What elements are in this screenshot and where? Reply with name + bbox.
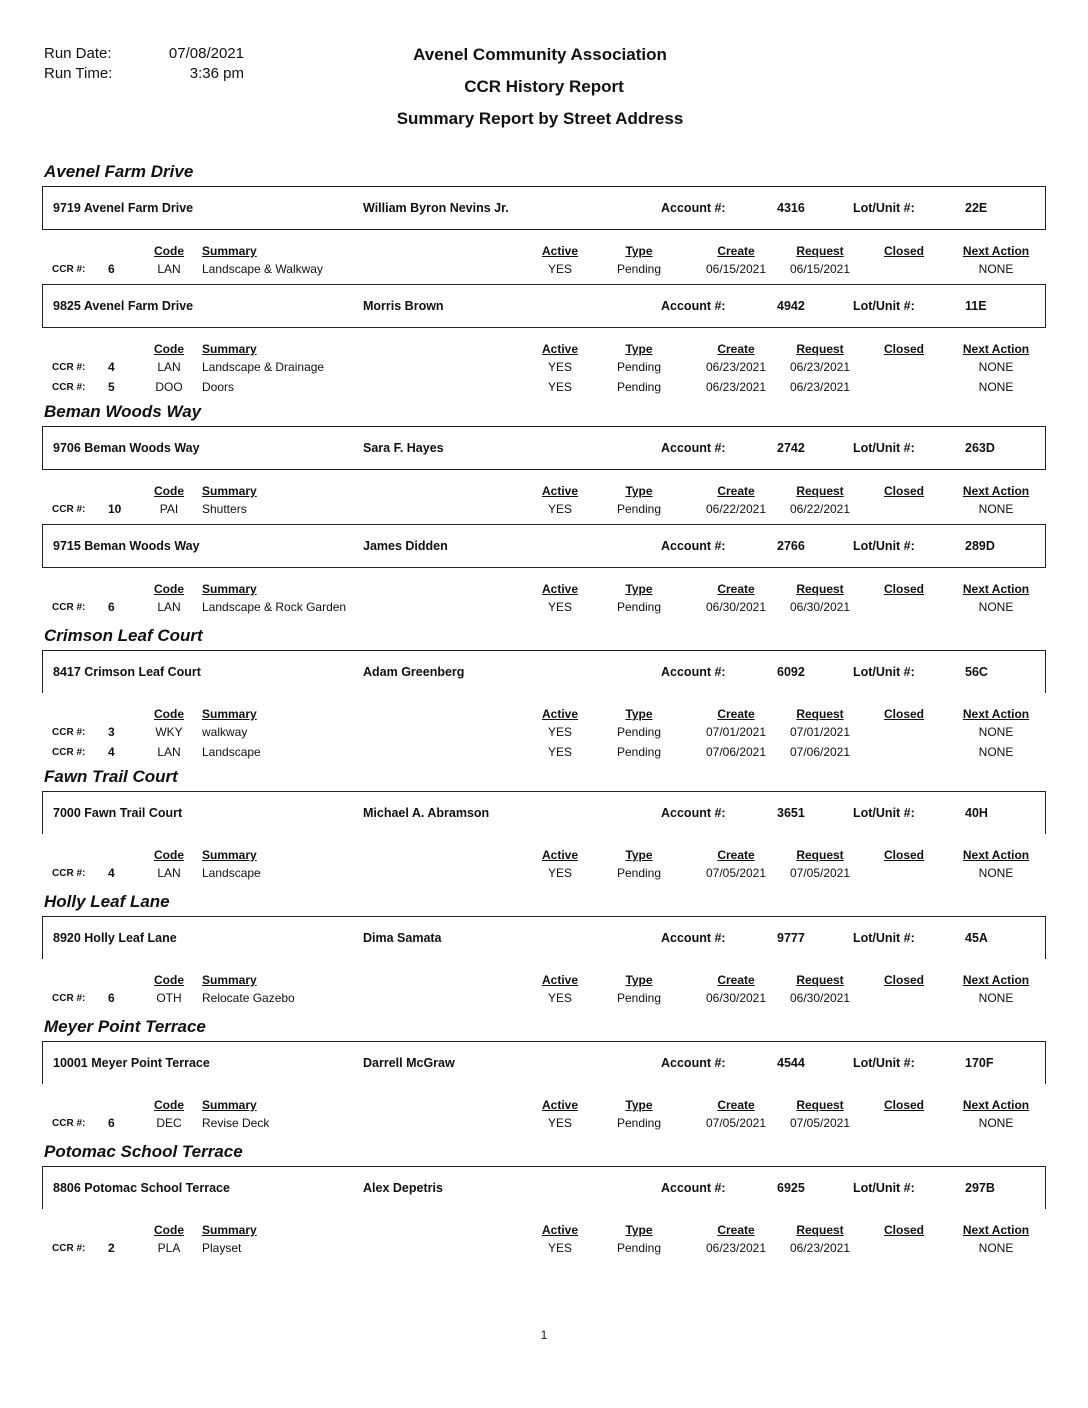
ccr-code: LAN bbox=[157, 745, 181, 759]
col-request-header: Request bbox=[796, 342, 844, 356]
col-closed-header: Closed bbox=[884, 1223, 925, 1237]
run-time-label: Run Time: bbox=[44, 65, 113, 82]
property-address: 9719 Avenel Farm Drive bbox=[53, 201, 194, 215]
ccr-row bbox=[42, 598, 1046, 618]
ccr-summary: Doors bbox=[202, 380, 235, 394]
lot-unit: 56C bbox=[965, 665, 988, 679]
ccr-next-action: NONE bbox=[978, 1241, 1014, 1255]
ccr-active: YES bbox=[547, 380, 572, 394]
account-number: 2742 bbox=[777, 441, 805, 455]
ccr-header-row bbox=[42, 969, 1046, 989]
run-date-label: Run Date: bbox=[44, 45, 112, 62]
account-number: 4316 bbox=[777, 201, 805, 215]
ccr-next-action: NONE bbox=[978, 745, 1014, 759]
ccr-summary: Playset bbox=[202, 1241, 242, 1255]
report-title: CCR History Report bbox=[464, 77, 624, 96]
col-type-header: Type bbox=[625, 848, 653, 862]
ccr-block bbox=[42, 959, 1046, 1013]
street-heading: Holly Leaf Lane bbox=[44, 892, 170, 911]
col-code-header: Code bbox=[154, 973, 184, 987]
report-titles bbox=[0, 44, 1088, 140]
ccr-create-date: 07/05/2021 bbox=[705, 1116, 767, 1130]
col-create-header: Create bbox=[717, 848, 755, 862]
report-body bbox=[42, 158, 1046, 1263]
lot-label: Lot/Unit #: bbox=[853, 665, 915, 679]
account-number: 6092 bbox=[777, 665, 805, 679]
col-code-header: Code bbox=[154, 1223, 184, 1237]
account-label: Account #: bbox=[661, 1181, 726, 1195]
street-heading: Potomac School Terrace bbox=[44, 1142, 243, 1161]
ccr-request-date: 06/30/2021 bbox=[789, 991, 851, 1005]
ccr-label: CCR #: bbox=[52, 1118, 86, 1129]
col-active-header: Active bbox=[541, 848, 579, 862]
col-next-action-header: Next Action bbox=[962, 484, 1030, 498]
ccr-label: CCR #: bbox=[52, 264, 86, 275]
col-summary-header: Summary bbox=[202, 1223, 257, 1237]
ccr-next-action: NONE bbox=[978, 262, 1014, 276]
account-label: Account #: bbox=[661, 201, 726, 215]
col-type-header: Type bbox=[625, 244, 653, 258]
ccr-type: Pending bbox=[616, 1116, 662, 1130]
col-code-header: Code bbox=[154, 848, 184, 862]
col-create-header: Create bbox=[717, 1223, 755, 1237]
property-box bbox=[42, 791, 1046, 834]
ccr-summary: Revise Deck bbox=[202, 1116, 270, 1130]
ccr-active: YES bbox=[547, 502, 572, 516]
ccr-row bbox=[42, 500, 1046, 520]
col-request-header: Request bbox=[796, 1098, 844, 1112]
col-code-header: Code bbox=[154, 582, 184, 596]
ccr-next-action: NONE bbox=[978, 991, 1014, 1005]
account-number: 3651 bbox=[777, 806, 805, 820]
ccr-active: YES bbox=[547, 1116, 572, 1130]
col-summary-header: Summary bbox=[202, 342, 257, 356]
property-box bbox=[42, 1041, 1046, 1084]
ccr-create-date: 06/30/2021 bbox=[705, 600, 767, 614]
ccr-create-date: 07/01/2021 bbox=[705, 725, 767, 739]
col-type-header: Type bbox=[625, 707, 653, 721]
account-number: 4544 bbox=[777, 1056, 805, 1070]
owner-name: William Byron Nevins Jr. bbox=[363, 201, 509, 215]
col-closed-header: Closed bbox=[884, 582, 925, 596]
ccr-request-date: 06/22/2021 bbox=[789, 502, 851, 516]
property-address: 9825 Avenel Farm Drive bbox=[53, 299, 194, 313]
account-label: Account #: bbox=[661, 806, 726, 820]
lot-unit: 40H bbox=[965, 806, 988, 820]
col-next-action-header: Next Action bbox=[962, 582, 1030, 596]
ccr-label: CCR #: bbox=[52, 602, 86, 613]
account-label: Account #: bbox=[661, 539, 726, 553]
ccr-row bbox=[42, 1239, 1046, 1259]
ccr-label: CCR #: bbox=[52, 727, 86, 738]
property-address: 8806 Potomac School Terrace bbox=[53, 1181, 230, 1195]
ccr-type: Pending bbox=[616, 502, 662, 516]
col-request-header: Request bbox=[796, 484, 844, 498]
ccr-row bbox=[42, 358, 1046, 378]
col-active-header: Active bbox=[541, 484, 579, 498]
ccr-block bbox=[42, 328, 1046, 398]
property-box bbox=[42, 1166, 1046, 1209]
ccr-summary: Landscape bbox=[202, 866, 261, 880]
ccr-type: Pending bbox=[616, 262, 662, 276]
property-address: 8920 Holly Leaf Lane bbox=[53, 931, 177, 945]
ccr-active: YES bbox=[547, 262, 572, 276]
col-request-header: Request bbox=[796, 244, 844, 258]
ccr-create-date: 06/30/2021 bbox=[705, 991, 767, 1005]
ccr-request-date: 06/23/2021 bbox=[789, 360, 851, 374]
ccr-block bbox=[42, 693, 1046, 763]
col-active-header: Active bbox=[541, 1223, 579, 1237]
col-closed-header: Closed bbox=[884, 1098, 925, 1112]
lot-unit: 22E bbox=[965, 201, 988, 215]
ccr-type: Pending bbox=[616, 380, 662, 394]
ccr-active: YES bbox=[547, 360, 572, 374]
col-active-header: Active bbox=[541, 973, 579, 987]
ccr-label: CCR #: bbox=[52, 382, 86, 393]
property-address: 9706 Beman Woods Way bbox=[53, 441, 200, 455]
property-box bbox=[42, 650, 1046, 693]
col-request-header: Request bbox=[796, 707, 844, 721]
owner-name: Alex Depetris bbox=[363, 1181, 443, 1195]
col-summary-header: Summary bbox=[202, 582, 257, 596]
ccr-request-date: 06/23/2021 bbox=[789, 1241, 851, 1255]
ccr-number: 6 bbox=[108, 600, 115, 614]
ccr-type: Pending bbox=[616, 1241, 662, 1255]
lot-unit: 289D bbox=[965, 539, 995, 553]
ccr-request-date: 06/30/2021 bbox=[789, 600, 851, 614]
ccr-block bbox=[42, 1209, 1046, 1263]
col-closed-header: Closed bbox=[884, 707, 925, 721]
ccr-label: CCR #: bbox=[52, 868, 86, 879]
col-summary-header: Summary bbox=[202, 848, 257, 862]
col-active-header: Active bbox=[541, 1098, 579, 1112]
ccr-block bbox=[42, 834, 1046, 888]
col-active-header: Active bbox=[541, 707, 579, 721]
ccr-number: 5 bbox=[108, 380, 115, 394]
col-create-header: Create bbox=[717, 973, 755, 987]
street-heading: Fawn Trail Court bbox=[44, 767, 178, 786]
ccr-active: YES bbox=[547, 600, 572, 614]
col-active-header: Active bbox=[541, 244, 579, 258]
ccr-number: 6 bbox=[108, 262, 115, 276]
col-create-header: Create bbox=[717, 582, 755, 596]
organization-name: Avenel Community Association bbox=[413, 45, 667, 64]
ccr-header-row bbox=[42, 240, 1046, 260]
col-next-action-header: Next Action bbox=[962, 848, 1030, 862]
col-type-header: Type bbox=[625, 484, 653, 498]
ccr-number: 4 bbox=[108, 745, 115, 759]
ccr-block bbox=[42, 568, 1046, 622]
street-heading: Meyer Point Terrace bbox=[44, 1017, 206, 1036]
ccr-next-action: NONE bbox=[978, 866, 1014, 880]
ccr-create-date: 06/15/2021 bbox=[705, 262, 767, 276]
lot-unit: 45A bbox=[965, 931, 988, 945]
ccr-type: Pending bbox=[616, 866, 662, 880]
ccr-row bbox=[42, 723, 1046, 743]
col-active-header: Active bbox=[541, 342, 579, 356]
col-create-header: Create bbox=[717, 342, 755, 356]
col-request-header: Request bbox=[796, 582, 844, 596]
col-summary-header: Summary bbox=[202, 973, 257, 987]
lot-label: Lot/Unit #: bbox=[853, 931, 915, 945]
ccr-summary: Relocate Gazebo bbox=[202, 991, 295, 1005]
col-create-header: Create bbox=[717, 707, 755, 721]
col-next-action-header: Next Action bbox=[962, 244, 1030, 258]
ccr-header-row bbox=[42, 1094, 1046, 1114]
account-label: Account #: bbox=[661, 1056, 726, 1070]
col-closed-header: Closed bbox=[884, 244, 925, 258]
col-next-action-header: Next Action bbox=[962, 973, 1030, 987]
ccr-active: YES bbox=[547, 1241, 572, 1255]
ccr-row bbox=[42, 260, 1046, 280]
col-closed-header: Closed bbox=[884, 484, 925, 498]
col-closed-header: Closed bbox=[884, 973, 925, 987]
ccr-request-date: 07/06/2021 bbox=[789, 745, 851, 759]
ccr-code: DEC bbox=[156, 1116, 182, 1130]
account-label: Account #: bbox=[661, 299, 726, 313]
ccr-label: CCR #: bbox=[52, 1243, 86, 1254]
ccr-request-date: 07/05/2021 bbox=[789, 866, 851, 880]
lot-unit: 11E bbox=[965, 299, 987, 313]
ccr-code: PAI bbox=[159, 502, 179, 516]
col-summary-header: Summary bbox=[202, 244, 257, 258]
ccr-create-date: 07/06/2021 bbox=[705, 745, 767, 759]
ccr-code: LAN bbox=[157, 262, 181, 276]
ccr-code: DOO bbox=[155, 380, 183, 394]
property-address: 8417 Crimson Leaf Court bbox=[53, 665, 201, 679]
ccr-request-date: 06/23/2021 bbox=[789, 380, 851, 394]
ccr-block bbox=[42, 1084, 1046, 1138]
ccr-active: YES bbox=[547, 725, 572, 739]
property-box bbox=[42, 916, 1046, 959]
ccr-next-action: NONE bbox=[978, 380, 1014, 394]
lot-label: Lot/Unit #: bbox=[853, 201, 915, 215]
ccr-summary: Shutters bbox=[202, 502, 247, 516]
ccr-type: Pending bbox=[616, 991, 662, 1005]
ccr-header-row bbox=[42, 703, 1046, 723]
ccr-next-action: NONE bbox=[978, 360, 1014, 374]
property-address: 10001 Meyer Point Terrace bbox=[53, 1056, 210, 1070]
col-closed-header: Closed bbox=[884, 342, 925, 356]
ccr-type: Pending bbox=[616, 600, 662, 614]
ccr-row bbox=[42, 864, 1046, 884]
ccr-create-date: 07/05/2021 bbox=[705, 866, 767, 880]
run-date: 07/08/2021 bbox=[168, 45, 244, 62]
col-active-header: Active bbox=[541, 582, 579, 596]
col-next-action-header: Next Action bbox=[962, 342, 1030, 356]
run-time: 3:36 pm bbox=[189, 65, 244, 82]
col-create-header: Create bbox=[717, 484, 755, 498]
owner-name: James Didden bbox=[363, 539, 448, 553]
col-code-header: Code bbox=[154, 244, 184, 258]
ccr-summary: Landscape bbox=[202, 745, 261, 759]
account-number: 6925 bbox=[777, 1181, 805, 1195]
ccr-label: CCR #: bbox=[52, 362, 86, 373]
ccr-number: 4 bbox=[108, 360, 115, 374]
owner-name: Morris Brown bbox=[363, 299, 444, 313]
street-heading: Beman Woods Way bbox=[44, 402, 202, 421]
lot-label: Lot/Unit #: bbox=[853, 1056, 915, 1070]
ccr-row bbox=[42, 378, 1046, 398]
col-next-action-header: Next Action bbox=[962, 1223, 1030, 1237]
ccr-create-date: 06/23/2021 bbox=[705, 360, 767, 374]
account-number: 9777 bbox=[777, 931, 805, 945]
ccr-label: CCR #: bbox=[52, 993, 86, 1004]
col-code-header: Code bbox=[154, 484, 184, 498]
ccr-block bbox=[42, 230, 1046, 284]
ccr-code: OTH bbox=[156, 991, 182, 1005]
property-address: 9715 Beman Woods Way bbox=[53, 539, 200, 553]
col-summary-header: Summary bbox=[202, 484, 257, 498]
col-request-header: Request bbox=[796, 973, 844, 987]
account-number: 2766 bbox=[777, 539, 805, 553]
col-create-header: Create bbox=[717, 1098, 755, 1112]
ccr-number: 4 bbox=[108, 866, 115, 880]
lot-label: Lot/Unit #: bbox=[853, 1181, 915, 1195]
ccr-summary: Landscape & Walkway bbox=[202, 262, 323, 276]
ccr-active: YES bbox=[547, 745, 572, 759]
ccr-number: 3 bbox=[108, 725, 115, 739]
ccr-header-row bbox=[42, 1219, 1046, 1239]
col-summary-header: Summary bbox=[202, 1098, 257, 1112]
property-address: 7000 Fawn Trail Court bbox=[53, 806, 183, 820]
ccr-code: PLA bbox=[157, 1241, 181, 1255]
property-box bbox=[42, 186, 1046, 230]
property-box bbox=[42, 284, 1046, 328]
ccr-summary: walkway bbox=[202, 725, 248, 739]
ccr-next-action: NONE bbox=[978, 600, 1014, 614]
col-code-header: Code bbox=[154, 1098, 184, 1112]
col-type-header: Type bbox=[625, 973, 653, 987]
lot-label: Lot/Unit #: bbox=[853, 539, 915, 553]
col-type-header: Type bbox=[625, 582, 653, 596]
ccr-next-action: NONE bbox=[978, 502, 1014, 516]
col-next-action-header: Next Action bbox=[962, 707, 1030, 721]
ccr-row bbox=[42, 989, 1046, 1009]
ccr-header-row bbox=[42, 578, 1046, 598]
ccr-create-date: 06/23/2021 bbox=[705, 380, 767, 394]
ccr-row bbox=[42, 743, 1046, 763]
ccr-active: YES bbox=[547, 866, 572, 880]
ccr-type: Pending bbox=[616, 725, 662, 739]
ccr-number: 2 bbox=[108, 1241, 115, 1255]
col-type-header: Type bbox=[625, 1223, 653, 1237]
ccr-request-date: 07/01/2021 bbox=[789, 725, 851, 739]
ccr-code: LAN bbox=[157, 600, 181, 614]
ccr-number: 6 bbox=[108, 991, 115, 1005]
ccr-label: CCR #: bbox=[52, 747, 86, 758]
ccr-header-row bbox=[42, 338, 1046, 358]
ccr-type: Pending bbox=[616, 745, 662, 759]
ccr-create-date: 06/22/2021 bbox=[705, 502, 767, 516]
property-box bbox=[42, 426, 1046, 470]
ccr-summary: Landscape & Rock Garden bbox=[202, 600, 347, 614]
lot-unit: 263D bbox=[965, 441, 995, 455]
ccr-type: Pending bbox=[616, 360, 662, 374]
ccr-row bbox=[42, 1114, 1046, 1134]
account-label: Account #: bbox=[661, 441, 726, 455]
owner-name: Adam Greenberg bbox=[363, 665, 465, 679]
ccr-code: LAN bbox=[157, 866, 181, 880]
street-heading: Avenel Farm Drive bbox=[44, 162, 194, 181]
account-number: 4942 bbox=[777, 299, 805, 313]
owner-name: Dima Samata bbox=[363, 931, 442, 945]
ccr-header-row bbox=[42, 480, 1046, 500]
ccr-active: YES bbox=[547, 991, 572, 1005]
col-code-header: Code bbox=[154, 707, 184, 721]
page-number: 1 bbox=[540, 1328, 548, 1342]
ccr-code: LAN bbox=[157, 360, 181, 374]
col-type-header: Type bbox=[625, 342, 653, 356]
col-code-header: Code bbox=[154, 342, 184, 356]
col-request-header: Request bbox=[796, 1223, 844, 1237]
col-summary-header: Summary bbox=[202, 707, 257, 721]
owner-name: Sara F. Hayes bbox=[363, 441, 444, 455]
property-box bbox=[42, 524, 1046, 568]
lot-unit: 297B bbox=[965, 1181, 995, 1195]
col-closed-header: Closed bbox=[884, 848, 925, 862]
ccr-request-date: 06/15/2021 bbox=[789, 262, 851, 276]
ccr-create-date: 06/23/2021 bbox=[705, 1241, 767, 1255]
ccr-next-action: NONE bbox=[978, 1116, 1014, 1130]
ccr-code: WKY bbox=[155, 725, 183, 739]
col-next-action-header: Next Action bbox=[962, 1098, 1030, 1112]
lot-label: Lot/Unit #: bbox=[853, 299, 915, 313]
ccr-summary: Landscape & Drainage bbox=[202, 360, 325, 374]
col-request-header: Request bbox=[796, 848, 844, 862]
ccr-block bbox=[42, 470, 1046, 524]
ccr-header-row bbox=[42, 844, 1046, 864]
report-subtitle: Summary Report by Street Address bbox=[396, 109, 684, 128]
street-heading: Crimson Leaf Court bbox=[44, 626, 203, 645]
col-create-header: Create bbox=[717, 244, 755, 258]
ccr-next-action: NONE bbox=[978, 725, 1014, 739]
ccr-label: CCR #: bbox=[52, 504, 86, 515]
lot-unit: 170F bbox=[965, 1056, 994, 1070]
col-type-header: Type bbox=[625, 1098, 653, 1112]
lot-label: Lot/Unit #: bbox=[853, 806, 915, 820]
account-label: Account #: bbox=[661, 931, 726, 945]
ccr-number: 6 bbox=[108, 1116, 115, 1130]
ccr-request-date: 07/05/2021 bbox=[789, 1116, 851, 1130]
account-label: Account #: bbox=[661, 665, 726, 679]
owner-name: Darrell McGraw bbox=[363, 1056, 455, 1070]
lot-label: Lot/Unit #: bbox=[853, 441, 915, 455]
ccr-number: 10 bbox=[108, 502, 122, 516]
owner-name: Michael A. Abramson bbox=[363, 806, 490, 820]
